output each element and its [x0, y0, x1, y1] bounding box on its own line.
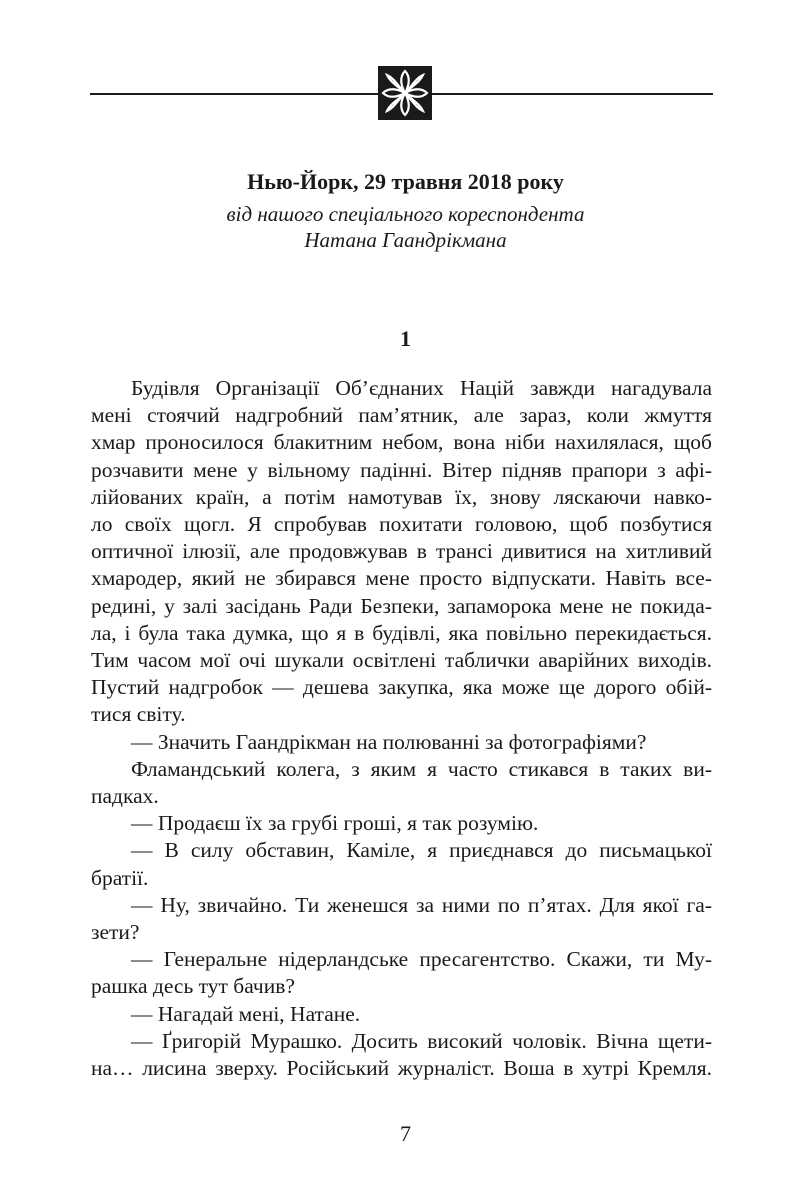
body-line: — Ґригорій Мурашко. Досить високий чоловік. Вічна щети-	[131, 1028, 712, 1053]
body-line: ла, і була така думка, що я в будівлі, яка повільно перекидається.	[91, 620, 712, 645]
body-line: хмародер, який не збирався мене просто відпускати. Навіть все-	[91, 566, 712, 591]
body-line: зети?	[91, 920, 140, 945]
header-rule-left	[90, 93, 378, 95]
body-line: редині, у залі засідань Ради Безпеки, запаморока мене не покида-	[91, 593, 712, 618]
body-line: — В силу обставин, Каміле, я приєднався до письмацької	[131, 838, 712, 863]
body-line: — Ну, звичайно. Ти женешся за ними по п’ятах. Для якої га-	[131, 892, 712, 917]
body-text	[91, 375, 712, 1082]
body-line: — Генеральне нідерландське пресагентство. Скажи, ти Му-	[131, 947, 712, 972]
chapter-number: 1	[400, 326, 411, 351]
body-line: Будівля Організації Об’єднаних Націй завжди нагадувала	[131, 376, 712, 400]
body-line: Фламандський колега, з яким я часто стикався в таких ви-	[131, 756, 712, 781]
body-line: рашка десь тут бачив?	[91, 974, 295, 999]
body-line: Тим часом мої очі шукали освітлені таблички аварійних виходів.	[91, 648, 712, 673]
byline-correspondent: від нашого спеціального кореспондента	[226, 202, 585, 226]
body-line: падках.	[91, 784, 159, 809]
four-petal-ornament-icon	[378, 66, 432, 120]
body-line: хмар проносилося блакитним небом, вона ніби нахилялася, щоб	[91, 430, 712, 455]
body-line: Пустий надгробок — дешева закупка, яка може ще дорого обій-	[91, 675, 712, 700]
body-line: ло своїх щогл. Я спробував похитати головою, щоб позбутися	[91, 512, 712, 537]
body-line: братії.	[91, 865, 149, 890]
body-line: — Значить Гаандрікман на полюванні за фотографіями?	[131, 729, 647, 754]
body-line: — Продаєш їх за грубі гроші, я так розумію.	[131, 811, 539, 836]
body-line: — Нагадай мені, Натане.	[131, 1001, 361, 1026]
header-rule-right	[432, 93, 713, 95]
body-line: на… лисина зверху. Російський журналіст. Воша в хутрі Кремля.	[91, 1056, 712, 1081]
body-line: розчавити мене у вільному падінні. Вітер підняв прапори з афі-	[91, 457, 712, 482]
body-line: тися світу.	[91, 702, 186, 727]
body-line: мені стоячий надгробний пам’ятник, але зараз, коли жмуття	[91, 403, 712, 428]
body-line: оптичної ілюзії, але продовжував в трансі дивитися на хитливий	[91, 539, 712, 564]
byline-name: Натана Гаандрікмана	[304, 228, 507, 252]
page-number: 7	[400, 1121, 411, 1146]
body-line: лійованих країн, а потім намотував їх, знову ляскаючи навко-	[91, 484, 712, 509]
dateline-heading: Нью-Йорк, 29 травня 2018 року	[247, 169, 564, 194]
